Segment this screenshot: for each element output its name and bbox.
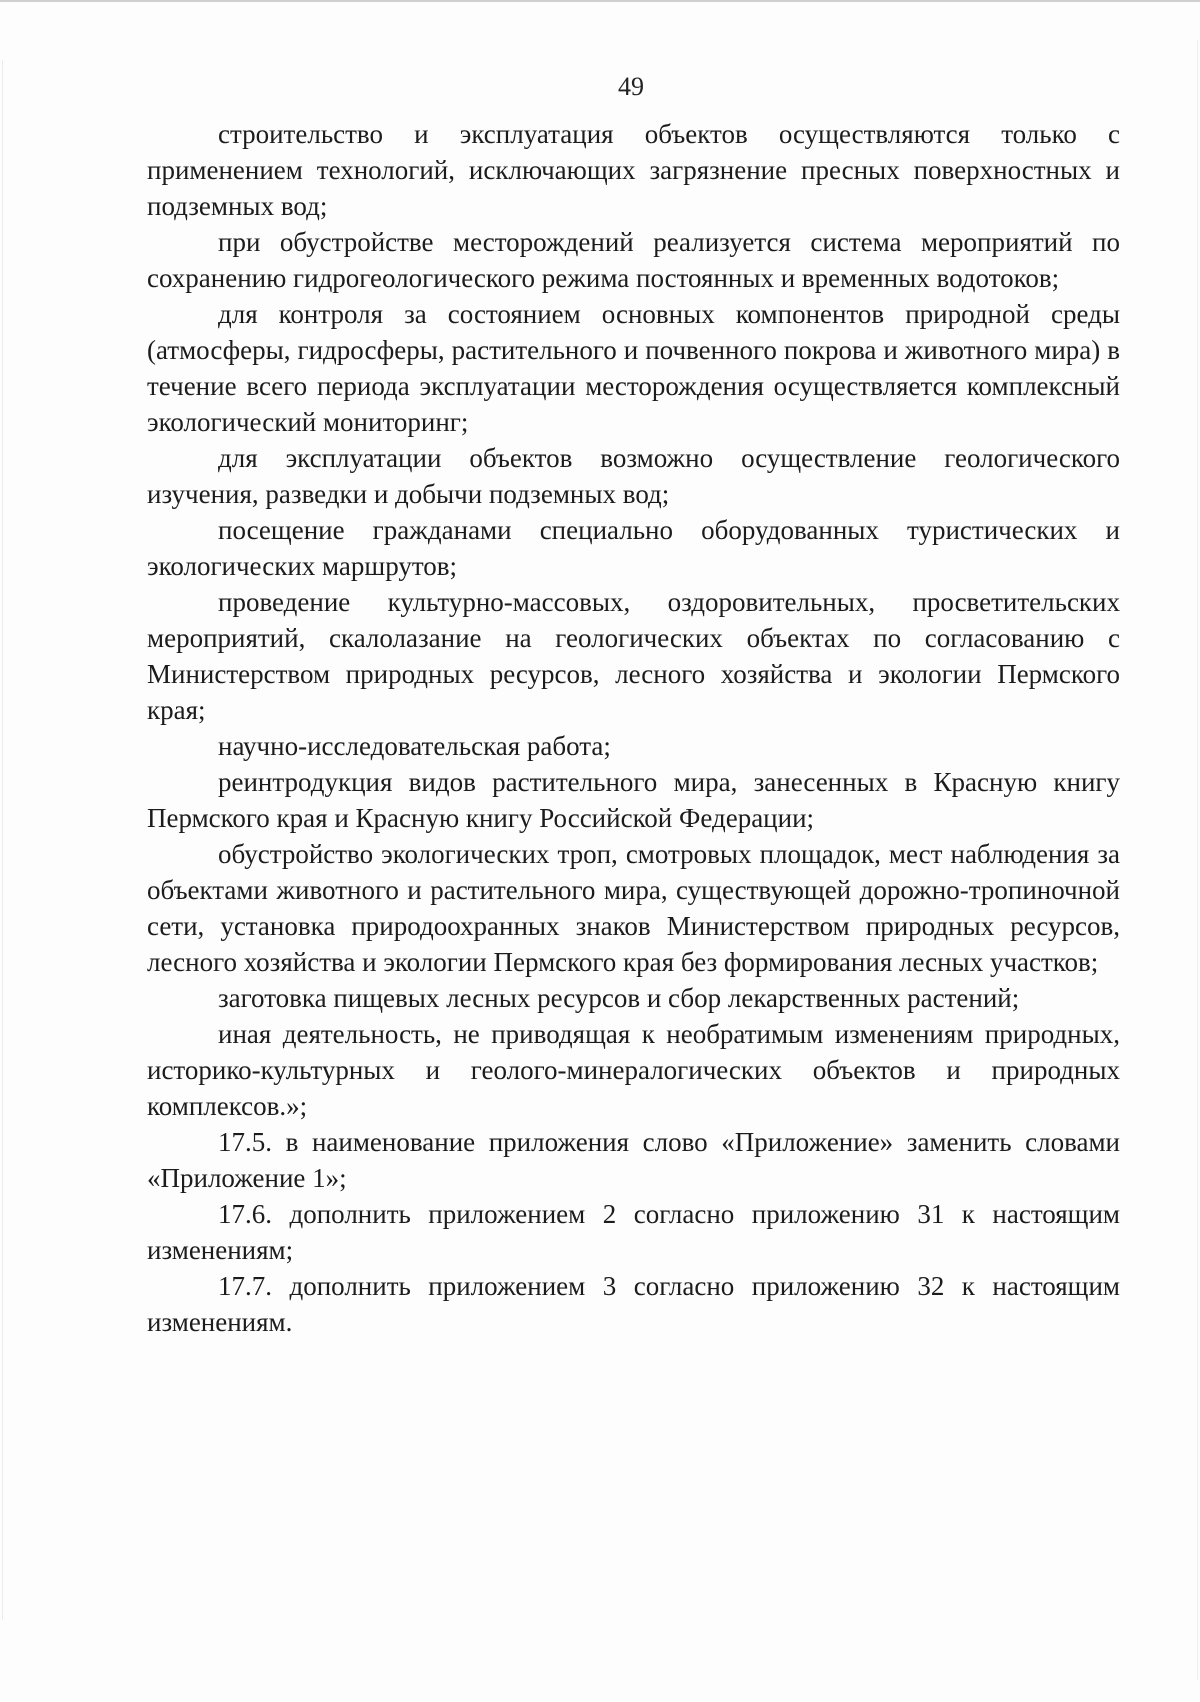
paragraph: проведение культурно-массовых, оздоровительных, просветительских мероприятий, скалолазание на геологических объектах по согласованию с Министерством природных ресурсов, лесного хозяйства и экологии Пермского края; <box>147 587 1120 725</box>
paragraph: строительство и эксплуатация объектов осуществляются только с применением технологий, исключающих загрязнение пресных поверхностных и подземных вод; <box>147 119 1120 221</box>
paragraph: посещение гражданами специально оборудованных туристических и экологических маршрутов; <box>147 515 1120 581</box>
page-number: 49 <box>618 72 644 101</box>
paragraph: для контроля за состоянием основных компонентов природной среды (атмосферы, гидросферы, растительного и почвенного покрова и животного мира) в течение всего периода эксплуатации месторождения осуществляется комплексный экологический мониторинг; <box>147 299 1120 437</box>
paragraph: для эксплуатации объектов возможно осуществление геологического изучения, разведки и добычи подземных вод; <box>147 443 1120 509</box>
paragraph: научно-исследовательская работа; <box>218 731 611 761</box>
document-body <box>147 116 1120 1340</box>
scan-edge-top <box>0 0 1200 2</box>
paragraph: 17.7. дополнить приложением 3 согласно приложению 32 к настоящим изменениям. <box>147 1271 1120 1337</box>
scan-edge-right <box>1197 40 1198 1680</box>
paragraph: 17.6. дополнить приложением 2 согласно приложению 31 к настоящим изменениям; <box>147 1199 1120 1265</box>
paragraph: реинтродукция видов растительного мира, занесенных в Красную книгу Пермского края и Красную книгу Российской Федерации; <box>147 767 1120 833</box>
paragraph: обустройство экологических троп, смотровых площадок, мест наблюдения за объектами животного и растительного мира, существующей дорожно-тропиночной сети, установка природоохранных знаков Министерством природных ресурсов, лесного хозяйства и экологии Пермского края без формирования лесных участков; <box>147 839 1120 977</box>
paragraph: 17.5. в наименование приложения слово «Приложение» заменить словами «Приложение 1»; <box>147 1127 1120 1193</box>
paragraph: при обустройстве месторождений реализуется система мероприятий по сохранению гидрогеологического режима постоянных и временных водотоков; <box>147 227 1120 293</box>
scan-edge-left <box>2 60 3 1620</box>
paragraph: заготовка пищевых лесных ресурсов и сбор лекарственных растений; <box>218 983 1020 1013</box>
paragraph: иная деятельность, не приводящая к необратимым изменениям природных, историко-культурных и геолого-минералогических объектов и природных комплексов.»; <box>147 1019 1120 1121</box>
